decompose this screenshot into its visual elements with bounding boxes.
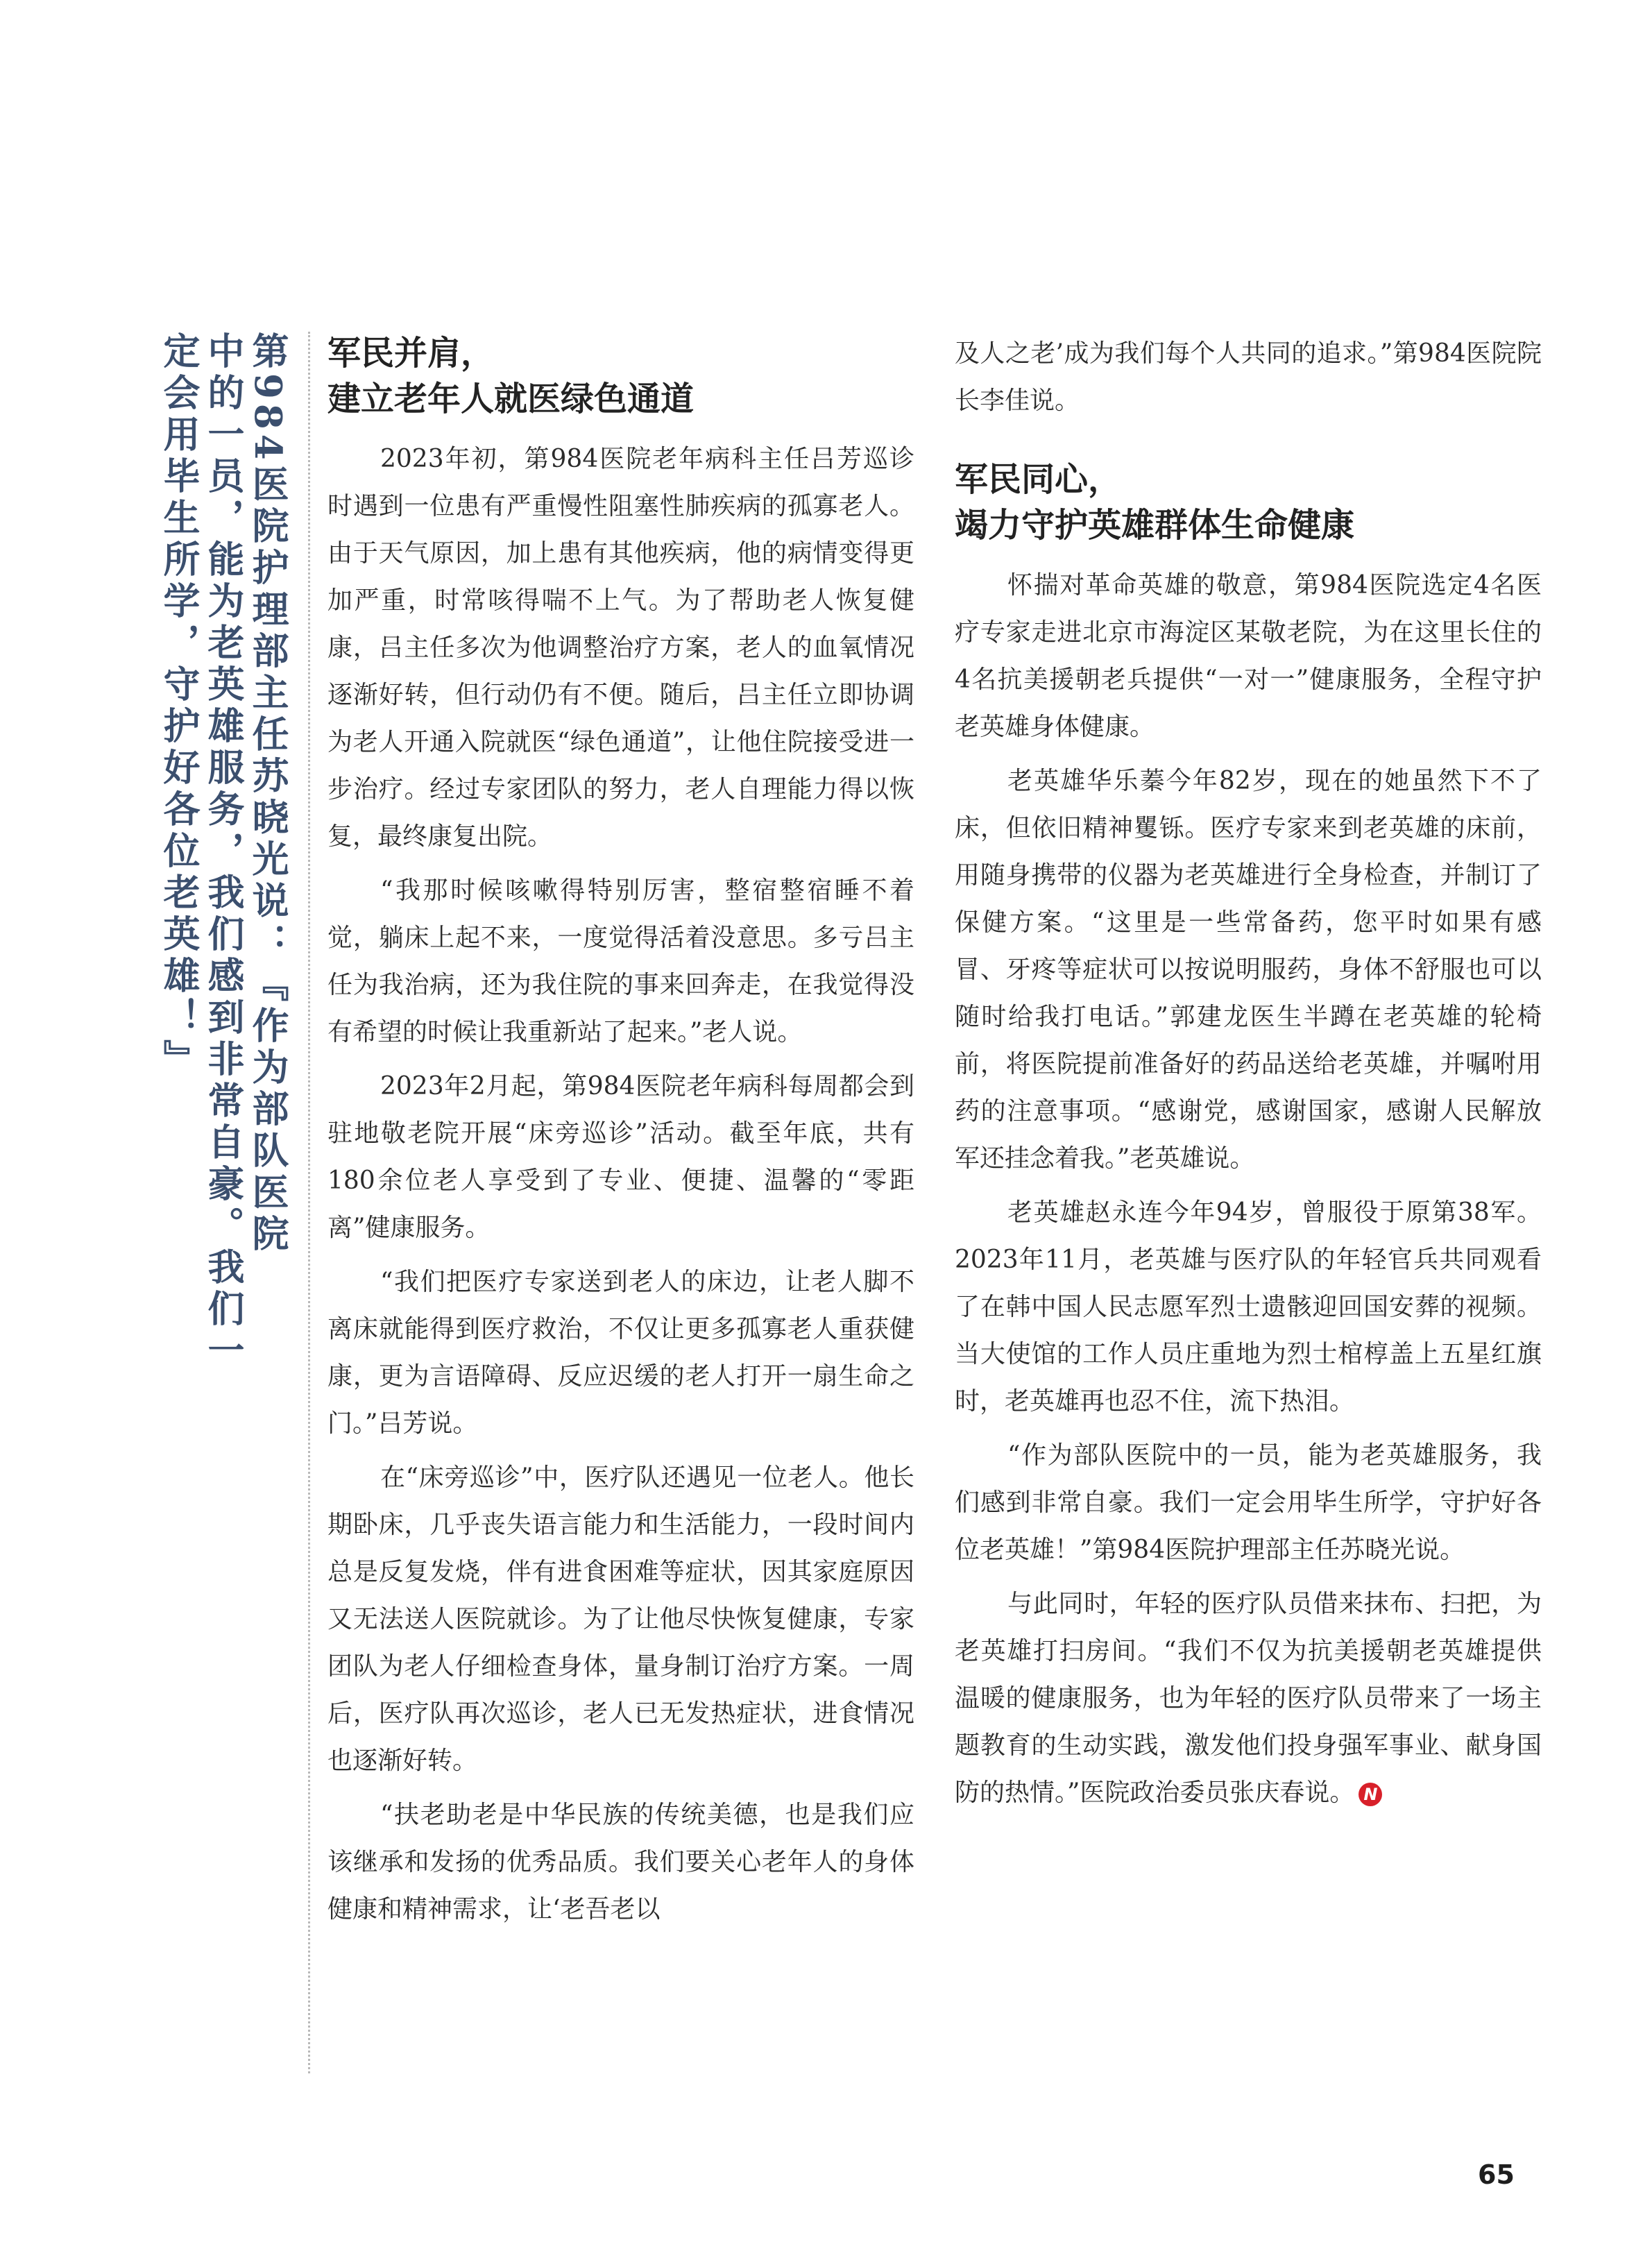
heading-line: 竭力守护英雄群体生命健康 xyxy=(955,506,1355,545)
pull-quote-line: 中的一员，能为老英雄服务，我们感到非常自豪。我们一 xyxy=(202,332,245,1373)
heading-line: 军民并肩， xyxy=(327,334,495,373)
pull-quote-line: 第984医院护理部主任苏晓光说：『作为部队医院 xyxy=(246,332,289,1256)
body-paragraph: “我那时候咳嗽得特别厉害，整宿整宿睡不着觉，躺床上起不来，一度觉得活着没意思。多亏吕主任为我治病，还为我住院的事来回奔走，在我觉得没有希望的时候让我重新站了起来。”老人说。 xyxy=(327,876,914,1046)
body-paragraph: 怀揣对革命英雄的敬意，第984医院选定4名医疗专家走进北京市海淀区某敬老院，为在这里长住的4名抗美援朝老兵提供“一对一”健康服务，全程守护老英雄身体健康。 xyxy=(955,571,1542,741)
body-paragraph: “扶老助老是中华民族的传统美德，也是我们应该继承和发扬的优秀品质。我们要关心老年人的身体健康和精神需求，让‘老吾老以 xyxy=(327,1801,914,1923)
body-paragraph: 老英雄赵永连今年94岁，曾服役于原第38军。2023年11月，老英雄与医疗队的年轻官兵共同观看了在韩中国人民志愿军烈士遗骸迎回国安葬的视频。当大使馆的工作人员庄重地为烈士棺椁盖上五星红旗时，老英雄再也忍不住，流下热泪。 xyxy=(955,1198,1542,1416)
pull-quote xyxy=(130,332,290,1373)
body-paragraph: 老英雄华乐蓁今年82岁，现在的她虽然下不了床，但依旧精神矍铄。医疗专家来到老英雄的床前，用随身携带的仪器为老英雄进行全身检查，并制订了保健方案。“这里是一些常备药，您平时如果有感冒、牙疼等症状可以按说明服药，身体不舒服也可以随时给我打电话。”郭建龙医生半蹲在老英雄的轮椅前，将医院提前准备好的药品送给老英雄，并嘱咐用药的注意事项。“感谢党，感谢国家，感谢人民解放军还挂念着我。”老英雄说。 xyxy=(955,767,1542,1173)
heading-line: 建立老年人就医绿色通道 xyxy=(327,380,695,418)
body-paragraph: 在“床旁巡诊”中，医疗队还遇见一位老人。他长期卧床，几乎丧失语言能力和生活能力，一段时间内总是反复发烧，伴有进食困难等症状，因其家庭原因又无法送人医院就诊。为了让他尽快恢复健康，专家团队为老人仔细检查身体，量身制订治疗方案。一周后，医疗队再次巡诊，老人已无发热症状，进食情况也逐渐好转。 xyxy=(327,1463,914,1775)
heading-line: 军民同心， xyxy=(955,460,1122,499)
body-paragraph: “作为部队医院中的一员，能为老英雄服务，我们感到非常自豪。我们一定会用毕生所学，守护好各位老英雄！”第984医院护理部主任苏晓光说。 xyxy=(955,1441,1542,1564)
body-paragraph: “我们把医疗专家送到老人的床边，让老人脚不离床就能得到医疗救治，不仅让更多孤寡老人重获健康，更为言语障碍、反应迟缓的老人打开一扇生命之门。”吕芳说。 xyxy=(327,1268,914,1438)
section-heading xyxy=(327,330,914,422)
right-column xyxy=(955,330,1542,1824)
end-mark-icon: N xyxy=(1359,1783,1382,1806)
continued-paragraph: 及人之老’成为我们每个人共同的追求。”第984医院院长李佳说。 xyxy=(955,339,1542,415)
pull-quote-line: 定会用毕生所学，守护好各位老英雄！』 xyxy=(157,332,201,1081)
body-paragraph: 2023年初，第984医院老年病科主任吕芳巡诊时遇到一位患有严重慢性阻塞性肺疾病的孤寡老人。由于天气原因，加上患有其他疾病，他的病情变得更加严重，时常咳得喘不上气。为了帮助老人恢复健康，吕主任多次为他调整治疗方案，老人的血氧情况逐渐好转，但行动仍有不便。随后，吕主任立即协调为老人开通入院就医“绿色通道”，让他住院接受进一步治疗。经过专家团队的努力，老人自理能力得以恢复，最终康复出院。 xyxy=(327,445,914,851)
page-number: 65 xyxy=(1478,2159,1515,2190)
body-paragraph xyxy=(955,1581,1542,1817)
column-divider xyxy=(308,332,310,2073)
body-paragraph: 2023年2月起，第984医院老年病科每周都会到驻地敬老院开展“床旁巡诊”活动。截至年底，共有180余位老人享受到了专业、便捷、温馨的“零距离”健康服务。 xyxy=(327,1072,914,1242)
section-heading xyxy=(955,457,1542,548)
final-paragraph-text: 与此同时，年轻的医疗队员借来抹布、扫把，为老英雄打扫房间。“我们不仅为抗美援朝老英雄提供温暖的健康服务，也为年轻的医疗队员带来了一场主题教育的生动实践，激发他们投身强军事业、献身国防的热情。”医院政治委员张庆春说。 xyxy=(955,1590,1542,1807)
left-column xyxy=(327,330,914,1940)
